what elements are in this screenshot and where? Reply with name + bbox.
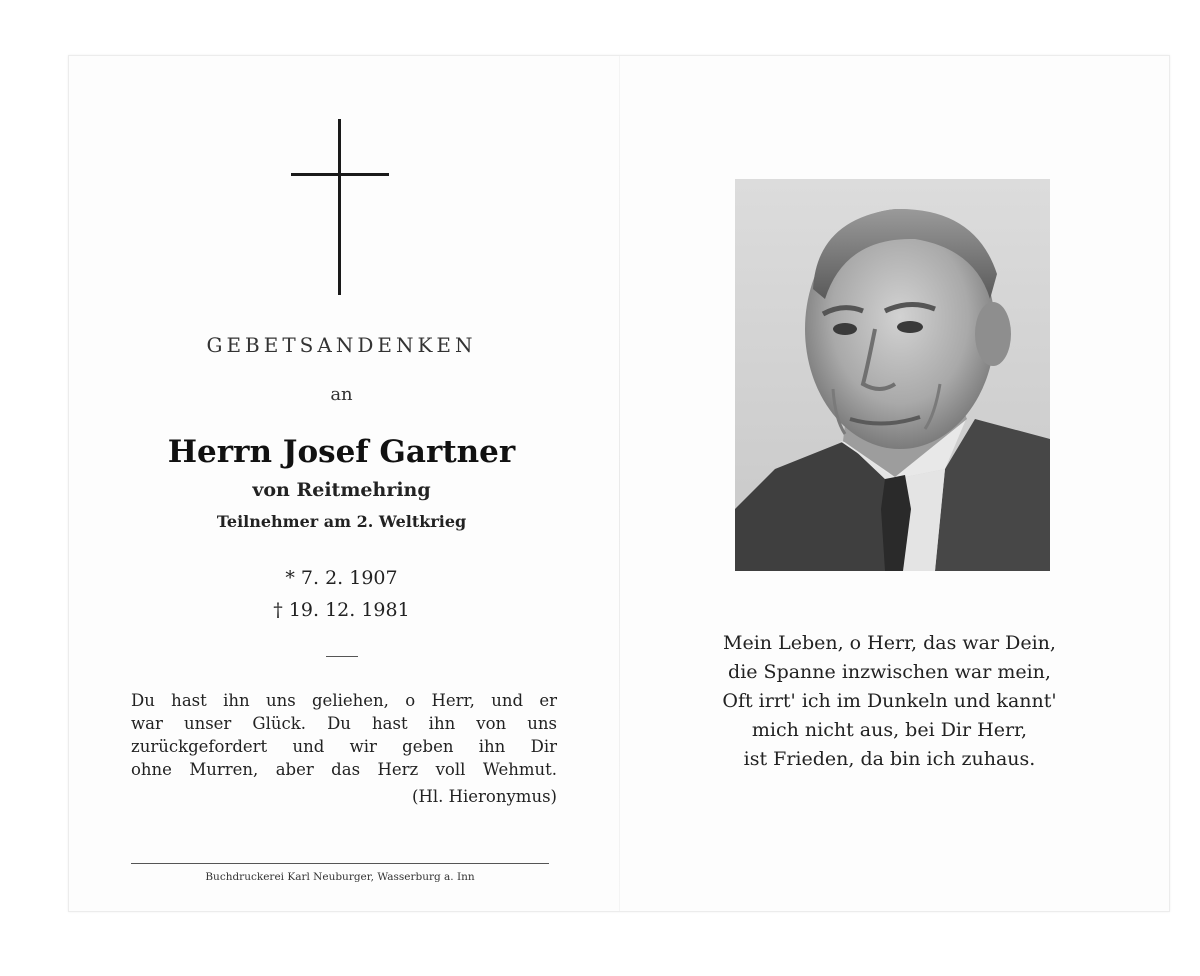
poem-line: mich nicht aus, bei Dir Herr, xyxy=(751,719,1028,741)
divider xyxy=(326,656,358,657)
poem-text xyxy=(660,629,1119,774)
dedication-word: an xyxy=(330,384,353,405)
prayer-source: (Hl. Hieronymus) xyxy=(412,787,557,806)
prayer-text xyxy=(131,689,557,781)
left-panel xyxy=(69,56,619,911)
memorial-card xyxy=(68,55,1170,912)
prayer-line: Du hast ihn uns geliehen, o Herr, und er xyxy=(131,691,557,710)
poem-line: ist Frieden, da bin ich zuhaus. xyxy=(743,748,1036,770)
prayer-line: war unser Glück. Du hast ihn von uns xyxy=(131,714,557,733)
death-date: † 19. 12. 1981 xyxy=(273,599,410,621)
poem-line: Mein Leben, o Herr, das war Dein, xyxy=(723,632,1056,654)
deceased-name: Herrn Josef Gartner xyxy=(167,434,516,470)
footer-divider xyxy=(131,863,549,864)
birth-date: * 7. 2. 1907 xyxy=(285,567,398,589)
deceased-role: Teilnehmer am 2. Weltkrieg xyxy=(216,512,467,531)
cross-icon xyxy=(291,119,389,295)
poem-line: Oft irrt' ich im Dunkeln und kannt' xyxy=(722,690,1057,712)
printer-credit: Buchdruckerei Karl Neuburger, Wasserburg a. Inn xyxy=(205,871,475,883)
portrait-photo xyxy=(735,179,1050,571)
card-heading: GEBETSANDENKEN xyxy=(206,333,477,357)
prayer-line: ohne Murren, aber das Herz voll Wehmut. xyxy=(131,760,557,779)
right-panel xyxy=(620,56,1171,911)
poem-line: die Spanne inzwischen war mein, xyxy=(728,661,1051,683)
deceased-origin: von Reitmehring xyxy=(252,479,431,501)
prayer-line: zurückgefordert und wir geben ihn Dir xyxy=(131,737,557,756)
